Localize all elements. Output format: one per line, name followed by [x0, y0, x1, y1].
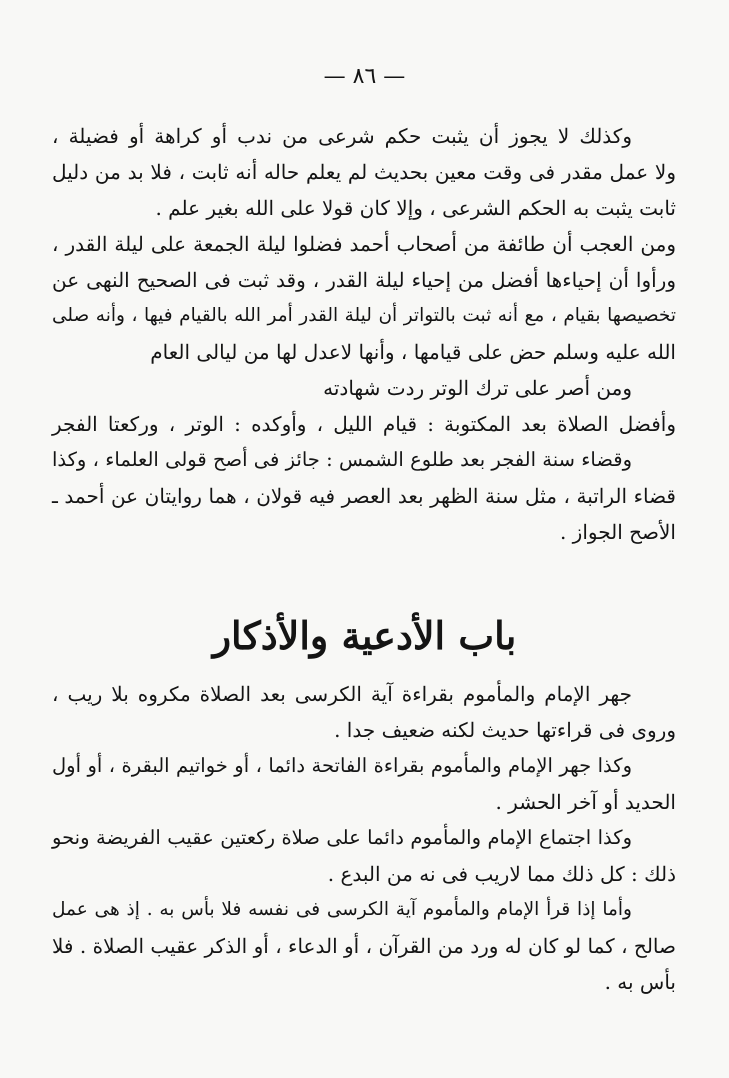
text-line: وروى فى قراءتها حديث لكنه ضعيف جدا .: [334, 718, 676, 742]
text-line: وقضاء سنة الفجر بعد طلوع الشمس : جائز فى أصح قولى العلماء ، وكذا: [52, 448, 632, 471]
text-line: وكذا جهر الإمام والمأموم بقراءة الفاتحة دائما ، أو خواتيم البقرة ، أو أول: [52, 754, 632, 777]
text-line: الأصح الجواز .: [559, 520, 676, 544]
text-line: تخصيصها بقيام ، مع أنه ثبت بالتواتر أن ليلة القدر أمر الله بالقيام فيها ، وأنه صلى: [52, 305, 676, 326]
text-line: ذلك : كل ذلك مما لاريب فى نه من البدع .: [327, 862, 676, 886]
text-line: وكذلك لا يجوز أن يثبت حكم شرعى من ندب أو كراهة أو فضيلة ،: [52, 124, 632, 148]
text-line: وكذا اجتماع الإمام والمأموم دائما على صلاة ركعتين عقيب الفريضة ونحو: [52, 826, 632, 849]
text-line: جهر الإمام والمأموم بقراءة آية الكرسى بعد الصلاة مكروه بلا ريب ،: [52, 682, 632, 706]
text-line: وأما إذا قرأ الإمام والمأموم آية الكرسى فى نفسه فلا بأس به . إذ هى عمل: [52, 899, 632, 920]
text-line: وأفضل الصلاة بعد المكتوبة : قيام الليل ، وأوكده : الوتر ، وركعتا الفجر: [52, 412, 676, 436]
text-line: ولا عمل مقدر فى وقت معين بحديث لم يعلم حاله أنه ثابت ، فلا بد من دليل: [52, 160, 676, 184]
page-number: — ٨٦ —: [323, 64, 406, 89]
text-line: ومن أصر على ترك الوتر ردت شهادته: [323, 376, 632, 400]
body-text-after-heading: [52, 676, 676, 1000]
text-line: ومن العجب أن طائفة من أصحاب أحمد فضلوا ليلة الجمعة على ليلة القدر ،: [52, 232, 676, 256]
body-text-before-heading: [52, 118, 676, 550]
text-line: قضاء الراتبة ، مثل سنة الظهر بعد العصر فيه قولان ، هما روايتان عن أحمد ـ: [52, 484, 676, 508]
text-line: ورأوا أن إحياءها أفضل من إحياء ليلة القدر ، وقد ثبت فى الصحيح النهى عن: [52, 268, 676, 292]
text-line: ثابت يثبت به الحكم الشرعى ، وإلا كان قولا على الله بغير علم .: [155, 196, 676, 220]
text-line: الله عليه وسلم حض على قيامها ، وأنها لاعدل لها من ليالى العام: [150, 340, 676, 364]
section-heading: باب الأدعية والأذكار: [212, 613, 517, 658]
text-line: بأس به .: [604, 970, 676, 994]
text-line: صالح ، كما لو كان له ورد من القرآن ، أو الدعاء ، أو الذكر عقيب الصلاة . فلا: [52, 934, 676, 958]
text-line: الحديد أو آخر الحشر .: [495, 790, 676, 814]
